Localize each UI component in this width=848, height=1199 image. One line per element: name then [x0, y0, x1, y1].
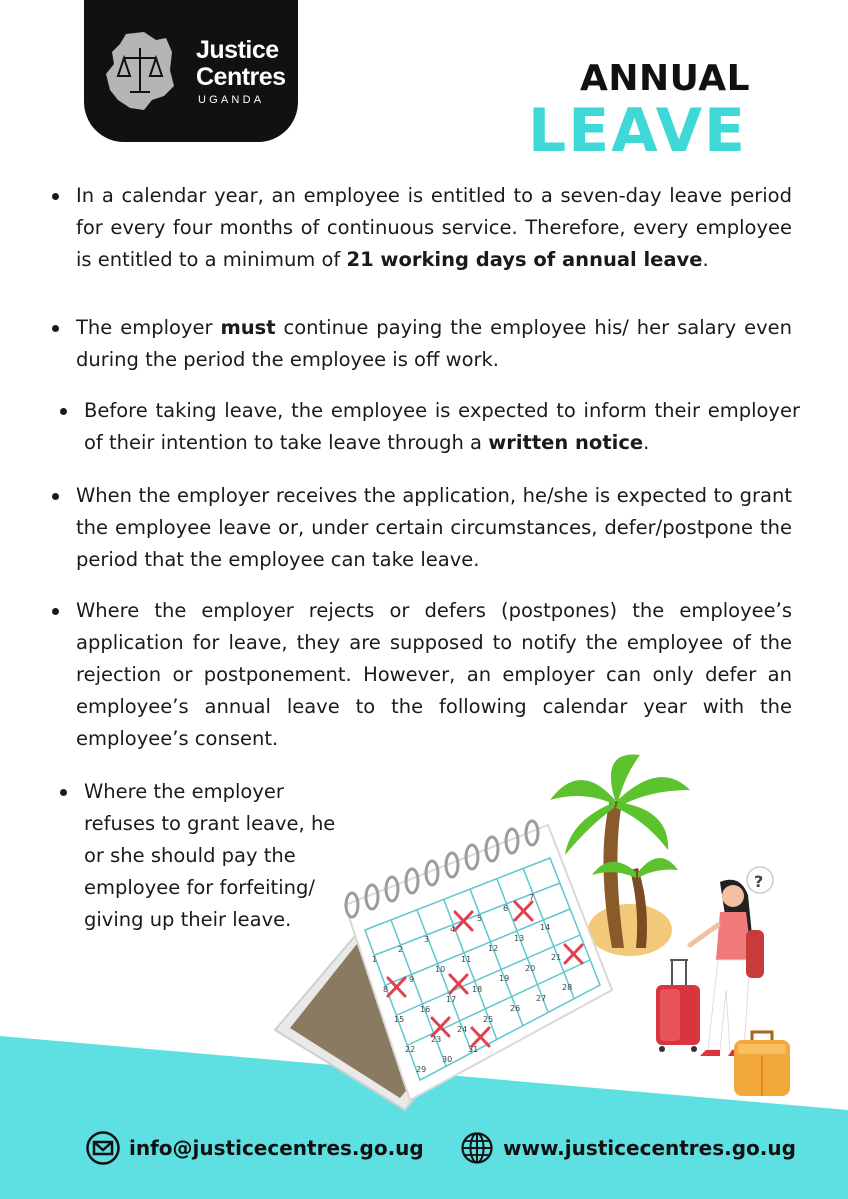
calendar-day: 26: [510, 1004, 521, 1013]
title-leave: LEAVE: [528, 96, 748, 166]
title-annual: ANNUAL: [580, 58, 751, 99]
calendar-day: 8: [383, 985, 389, 994]
calendar-day: 6: [503, 904, 509, 913]
uganda-map-scales-icon: [104, 30, 176, 112]
calendar-day: 24: [457, 1025, 468, 1034]
calendar-day: 3: [424, 935, 430, 944]
svg-text:?: ?: [754, 872, 764, 891]
bullet-rejection: Where the employer rejects or defers (postpones) the employee’s application for leave, they are supposed to notify the employee of the rejection or postponement. However, an employer can only defer an employee’s annual leave to the following calendar year with the employee’s consent.: [76, 595, 792, 755]
calendar-day: 29: [416, 1065, 427, 1074]
calendar-travel-illustration: [0, 740, 848, 1120]
palm-leaves-icon: [550, 755, 690, 878]
logo-line-2: Centres: [196, 63, 286, 91]
calendar-day: 22: [405, 1045, 416, 1054]
calendar-day: 25: [483, 1015, 494, 1024]
question-bubble-icon: [747, 867, 773, 893]
calendar-day: 7: [529, 893, 535, 902]
calendar-day: 4: [450, 925, 456, 934]
calendar-day: 10: [435, 965, 446, 974]
footer-website-text[interactable]: www.justicecentres.go.ug: [503, 1136, 796, 1160]
calendar-day: 21: [551, 953, 562, 962]
orange-suitcase-icon: [734, 1032, 790, 1096]
logo: [84, 0, 298, 142]
logo-line-1: Justice: [196, 36, 279, 64]
calendar-day: 23: [431, 1035, 442, 1044]
calendar-day: 19: [499, 974, 510, 983]
bullet-application: When the employer receives the application, he/she is expected to grant the employee leave or, under certain circumstances, defer/postpone the period that the employee can take leave.: [76, 480, 792, 576]
red-suitcase-icon: [656, 960, 700, 1052]
calendar-day: 20: [525, 964, 536, 973]
footer-email-text[interactable]: info@justicecentres.go.ug: [129, 1136, 424, 1160]
calendar-day: 30: [442, 1055, 453, 1064]
bullet-refusal: Where the employer refuses to grant leave, he or she should pay the employee for forfeiting/ giving up their leave.: [84, 776, 354, 936]
bullet-written-notice: Before taking leave, the employee is expected to inform their employer of their intention to take leave through a written notice.: [84, 395, 800, 459]
bullet-salary: The employer must continue paying the employee his/ her salary even during the period the employee is off work.: [76, 312, 792, 376]
calendar-day: 17: [446, 995, 457, 1004]
calendar-day: 11: [461, 955, 472, 964]
calendar-day: 9: [409, 975, 415, 984]
calendar-day: 15: [394, 1015, 405, 1024]
calendar-day: 12: [488, 944, 499, 953]
calendar-day: 5: [477, 914, 483, 923]
calendar-day: 1: [372, 955, 378, 964]
footer-email[interactable]: [86, 1128, 424, 1168]
calendar-day: 31: [468, 1045, 479, 1054]
footer-website[interactable]: [460, 1128, 796, 1168]
traveler-woman-icon: [690, 880, 764, 1056]
calendar-day: 18: [472, 985, 483, 994]
calendar-day: 13: [514, 934, 525, 943]
globe-icon: [460, 1131, 494, 1165]
calendar-day: 16: [420, 1005, 431, 1014]
bullet-annual-entitlement: In a calendar year, an employee is entitled to a seven-day leave period for every four months of continuous service. Therefore, every employee is entitled to a minimum of 21 working days of annual leave.: [76, 180, 792, 276]
calendar-day: 2: [398, 945, 404, 954]
calendar-day: 27: [536, 994, 547, 1003]
logo-line-3: UGANDA: [198, 94, 265, 106]
envelope-icon: [86, 1131, 120, 1165]
island-icon: [588, 904, 672, 956]
calendar-day: 14: [540, 923, 551, 932]
calendar-day: 28: [562, 983, 573, 992]
